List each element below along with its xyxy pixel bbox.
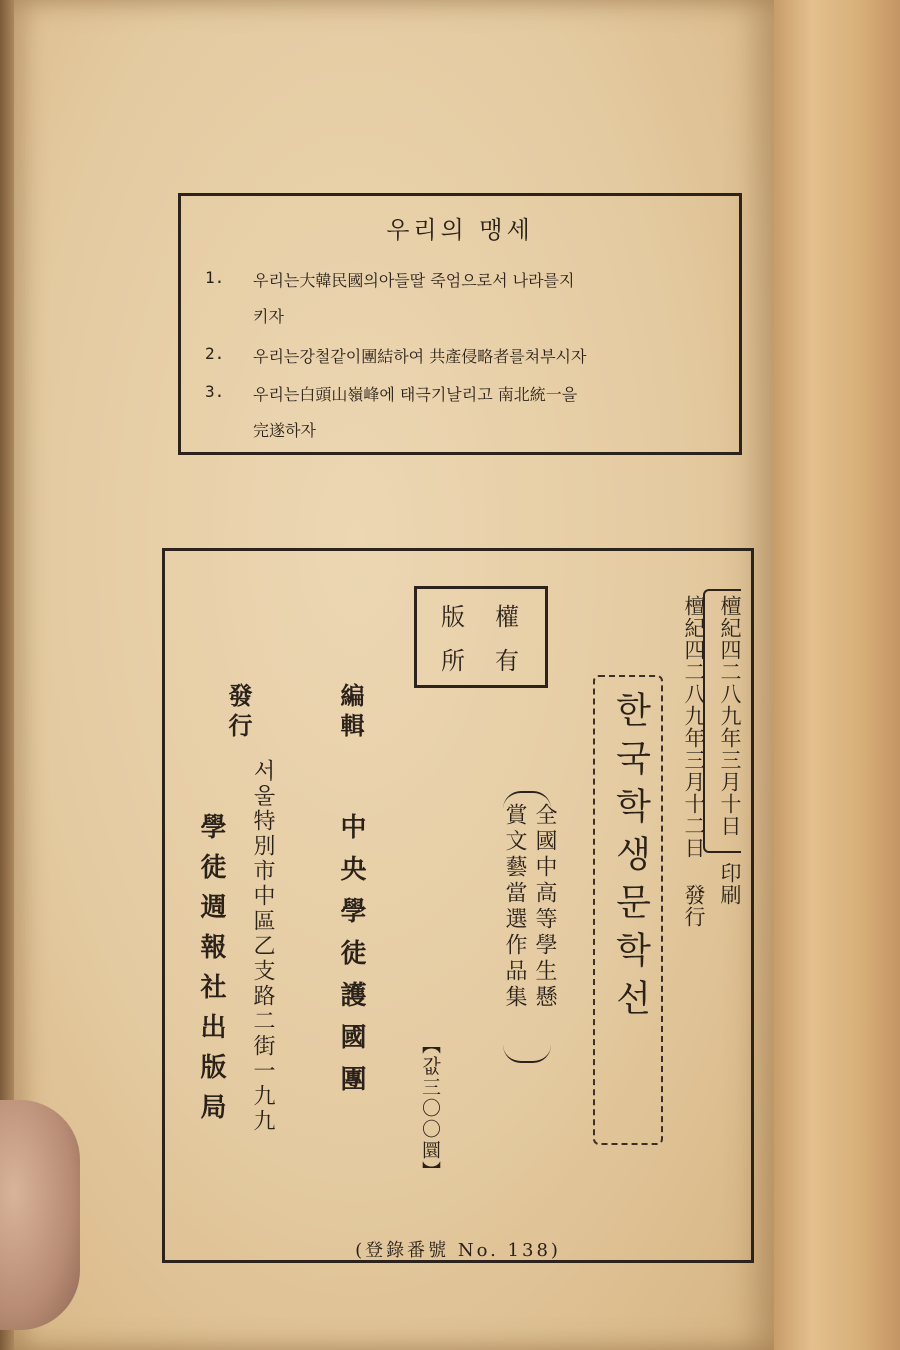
print-date: 檀紀四二八九年三月十日 印刷 xyxy=(718,595,742,906)
page-edges xyxy=(774,0,900,1350)
publisher-name: 學徒週報社出版局 xyxy=(196,813,226,1133)
thumb xyxy=(0,1100,80,1330)
colophon-box xyxy=(162,548,754,1263)
pledge-item-3-line2: 完遂하자 xyxy=(253,421,316,440)
book-title: 한국학생문학선 xyxy=(610,691,651,1027)
copyright-stamp xyxy=(414,586,548,688)
editor-name: 中央學徒護國團 xyxy=(336,813,366,1107)
registration-number: (登錄番號 No. 138) xyxy=(355,1240,561,1261)
book-page xyxy=(14,0,774,1350)
pledge-number-3: 3. xyxy=(205,382,225,401)
rights-char-2: 有 xyxy=(495,647,519,675)
publisher-address: 서울特別市中區乙支路二街一九九 xyxy=(250,759,275,1134)
publisher-label: 發行 xyxy=(224,683,253,743)
rights-char-1: 權 xyxy=(495,603,519,631)
pledge-title: 우리의 맹세 xyxy=(386,216,534,244)
pledge-number-1: 1. xyxy=(205,268,225,287)
pledge-item-1-line2: 키자 xyxy=(253,307,284,326)
pledge-item-2-line1: 우리는강철같이團結하여 共產侵略者를쳐부시자 xyxy=(253,347,587,366)
rights-char-4: 所 xyxy=(441,647,465,675)
pledge-box xyxy=(178,193,742,455)
subtitle-line-2: 賞文藝當選作品集 xyxy=(502,803,527,1011)
pledge-item-3-line1: 우리는白頭山嶺峰에 태극기날리고 南北統一을 xyxy=(253,385,578,404)
publish-date: 檀紀四二八九年三月十二日 發行 xyxy=(682,595,706,928)
editor-label: 編輯 xyxy=(336,683,365,743)
subtitle-line-1: 全國中高等學生懸 xyxy=(532,803,557,1011)
pledge-item-1-line1: 우리는大韓民國의아들딸 죽엄으로서 나라를지 xyxy=(253,271,575,290)
price: 【값三〇〇圜】 xyxy=(419,1035,441,1182)
pledge-number-2: 2. xyxy=(205,344,225,363)
rights-char-3: 版 xyxy=(441,603,465,631)
